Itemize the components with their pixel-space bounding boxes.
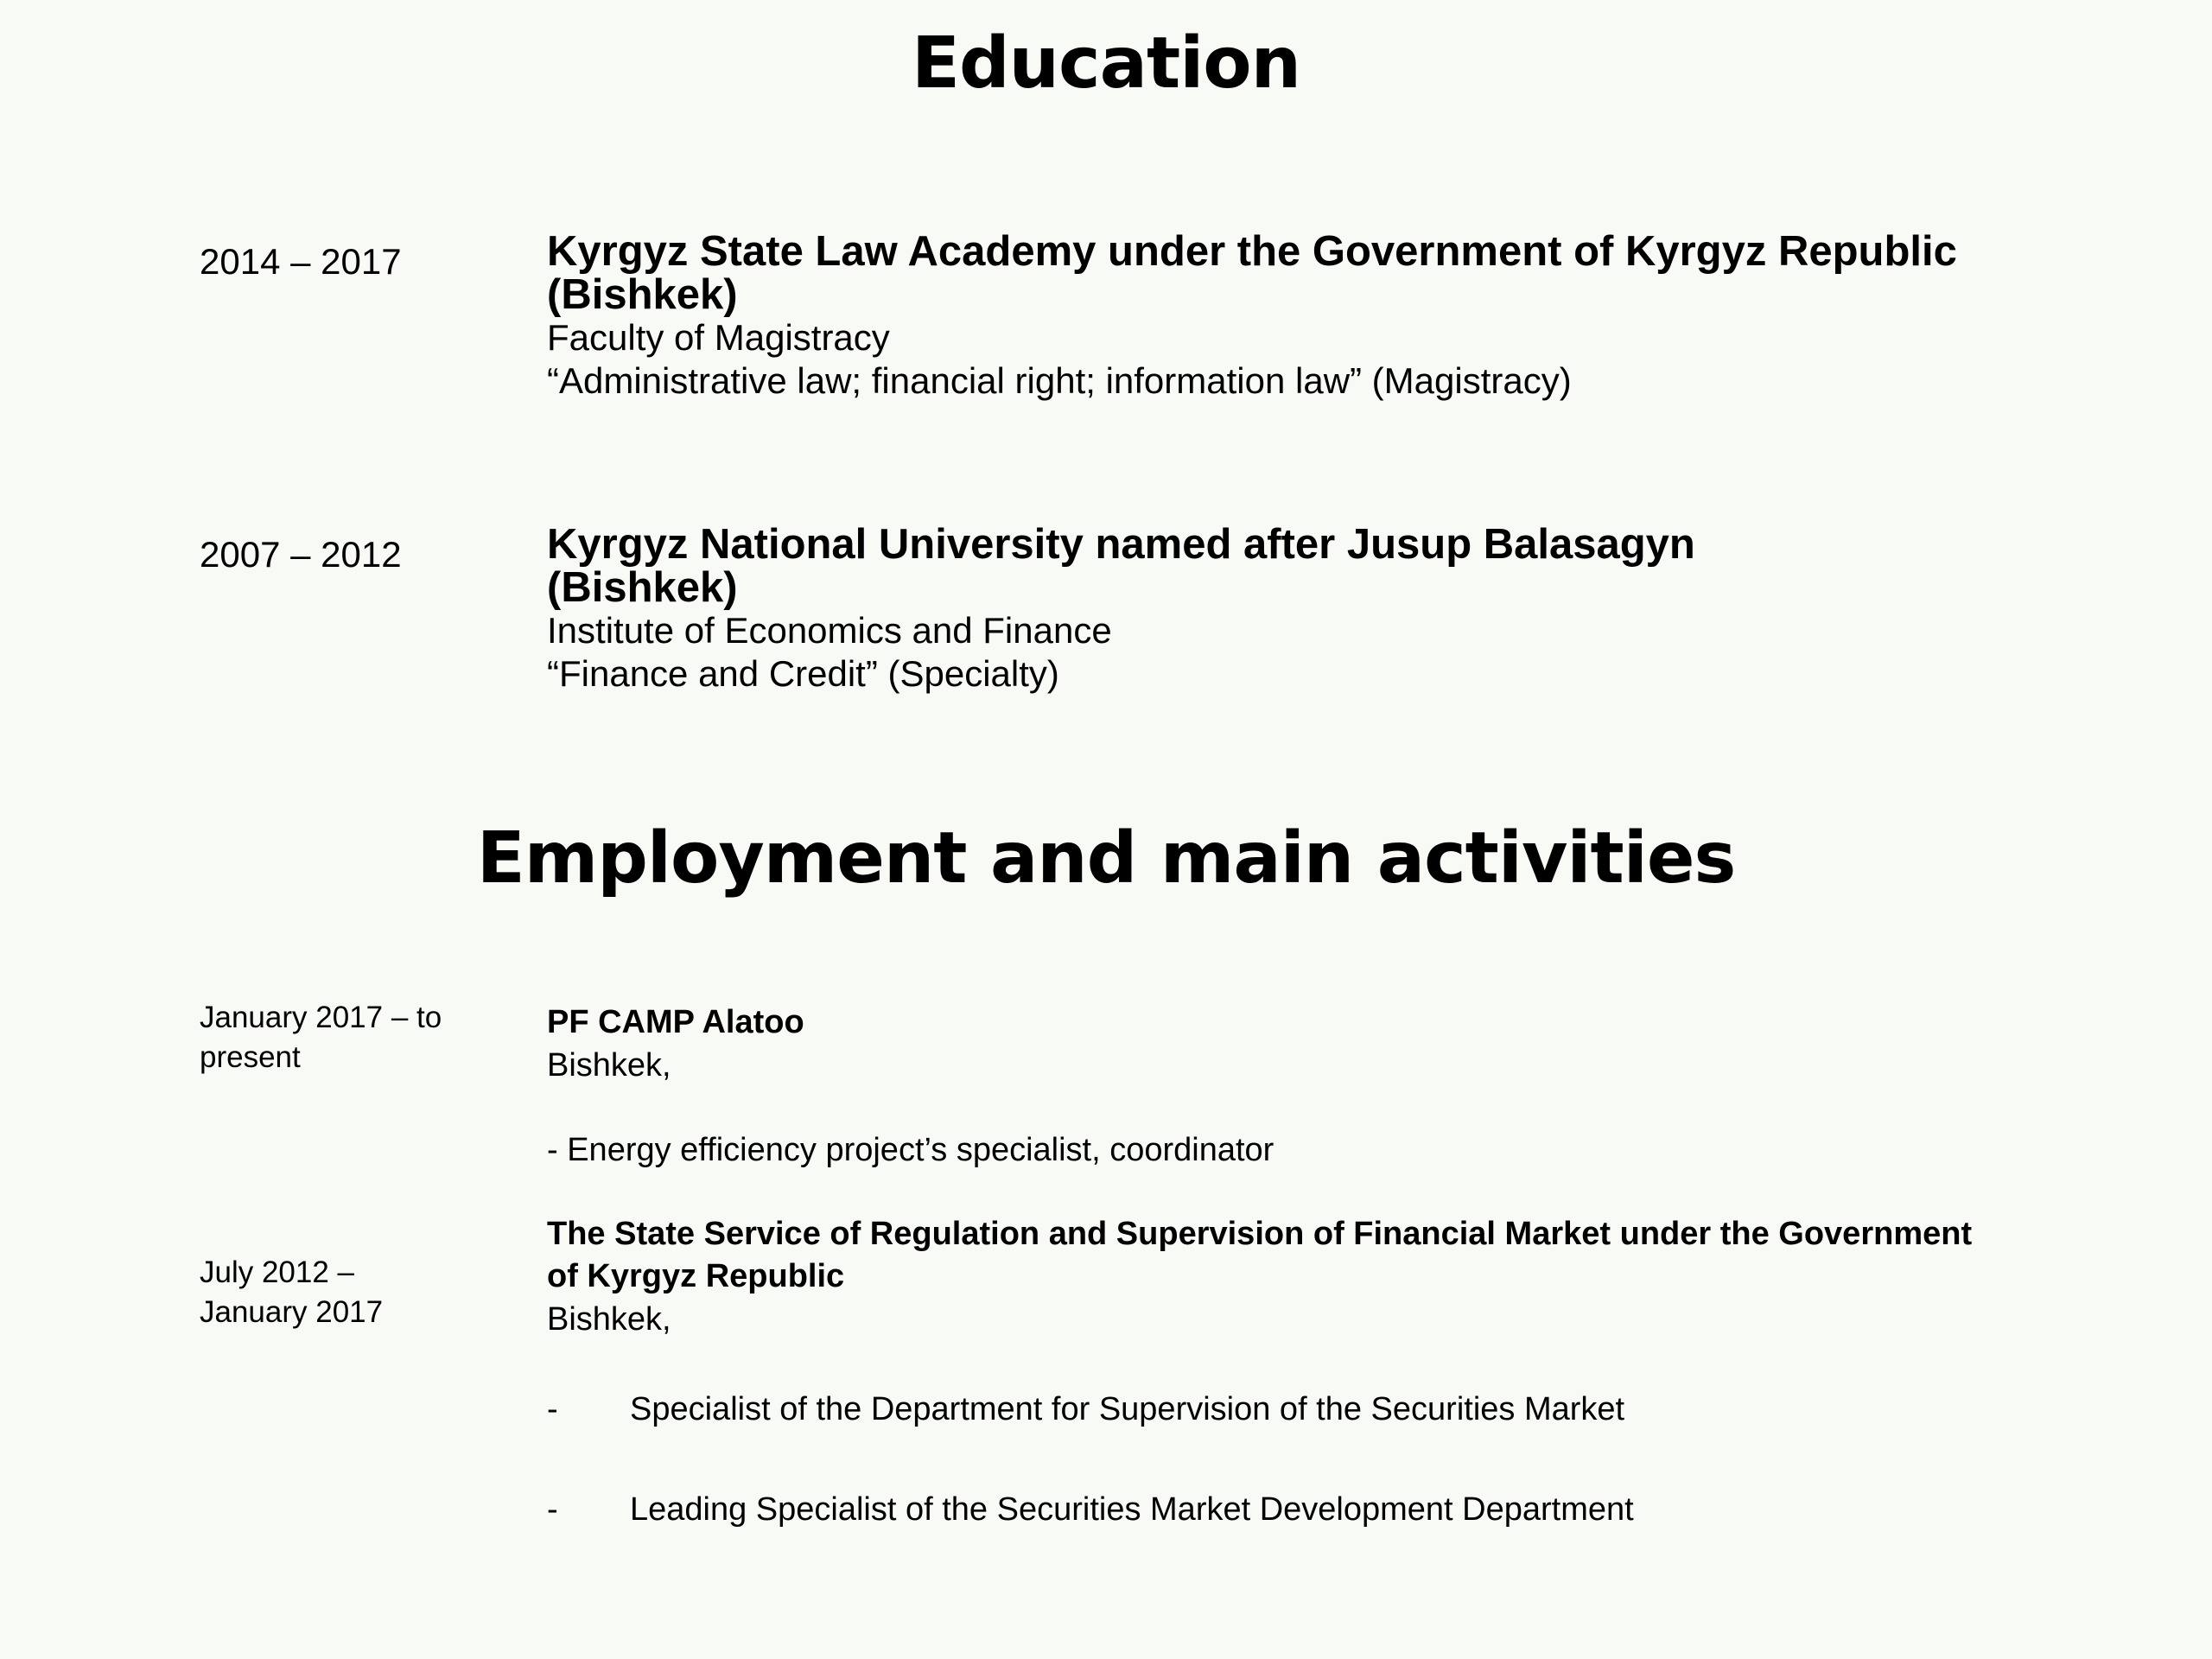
faculty: Faculty of Magistracy — [547, 317, 890, 358]
bullet-dash: - — [547, 1491, 558, 1528]
role: Leading Specialist of the Securities Market Development Department — [630, 1491, 1634, 1528]
education-entry — [547, 230, 1957, 403]
organization-name-cont: of Kyrgyz Republic — [547, 1258, 845, 1294]
education-years: 2007 – 2012 — [200, 534, 402, 575]
organization-name: The State Service of Regulation and Supervision of Financial Market under the Government — [547, 1216, 1973, 1252]
education-entry — [547, 523, 1695, 696]
program: “Administrative law; financial right; information law” (Magistracy) — [547, 360, 1572, 401]
institution-name: Kyrgyz State Law Academy under the Government of Kyrgyz Republic — [547, 228, 1957, 275]
institution-name: Kyrgyz National University named after Jusup Balasagyn — [547, 521, 1695, 568]
program: “Finance and Credit” (Specialty) — [547, 653, 1059, 694]
role-list-item — [547, 1388, 1624, 1431]
bullet-dash: - — [547, 1391, 558, 1427]
organization-city: Bishkek, — [547, 1301, 671, 1338]
organization-name: PF CAMP Alatoo — [547, 1004, 804, 1040]
institution-location: (Bishkek) — [547, 271, 738, 318]
faculty: Institute of Economics and Finance — [547, 610, 1112, 651]
period-end: present — [200, 1040, 301, 1074]
employment-entry — [547, 1001, 1274, 1172]
education-heading: Education — [911, 22, 1301, 105]
institution-location: (Bishkek) — [547, 564, 738, 611]
employment-period — [200, 998, 442, 1077]
organization-city: Bishkek, — [547, 1047, 671, 1084]
education-years: 2014 – 2017 — [200, 241, 402, 282]
period-end: January 2017 — [200, 1295, 384, 1329]
role: Specialist of the Department for Supervision of the Securities Market — [630, 1391, 1625, 1427]
period-start: January 2017 – to — [200, 1001, 442, 1034]
employment-heading: Employment and main activities — [476, 817, 1736, 899]
role: - Energy efficiency project’s specialist, coordinator — [547, 1132, 1274, 1168]
role-list-item — [547, 1488, 1634, 1531]
period-start: July 2012 – — [200, 1255, 355, 1289]
employment-period — [200, 1253, 383, 1332]
employment-entry — [547, 1213, 1972, 1341]
